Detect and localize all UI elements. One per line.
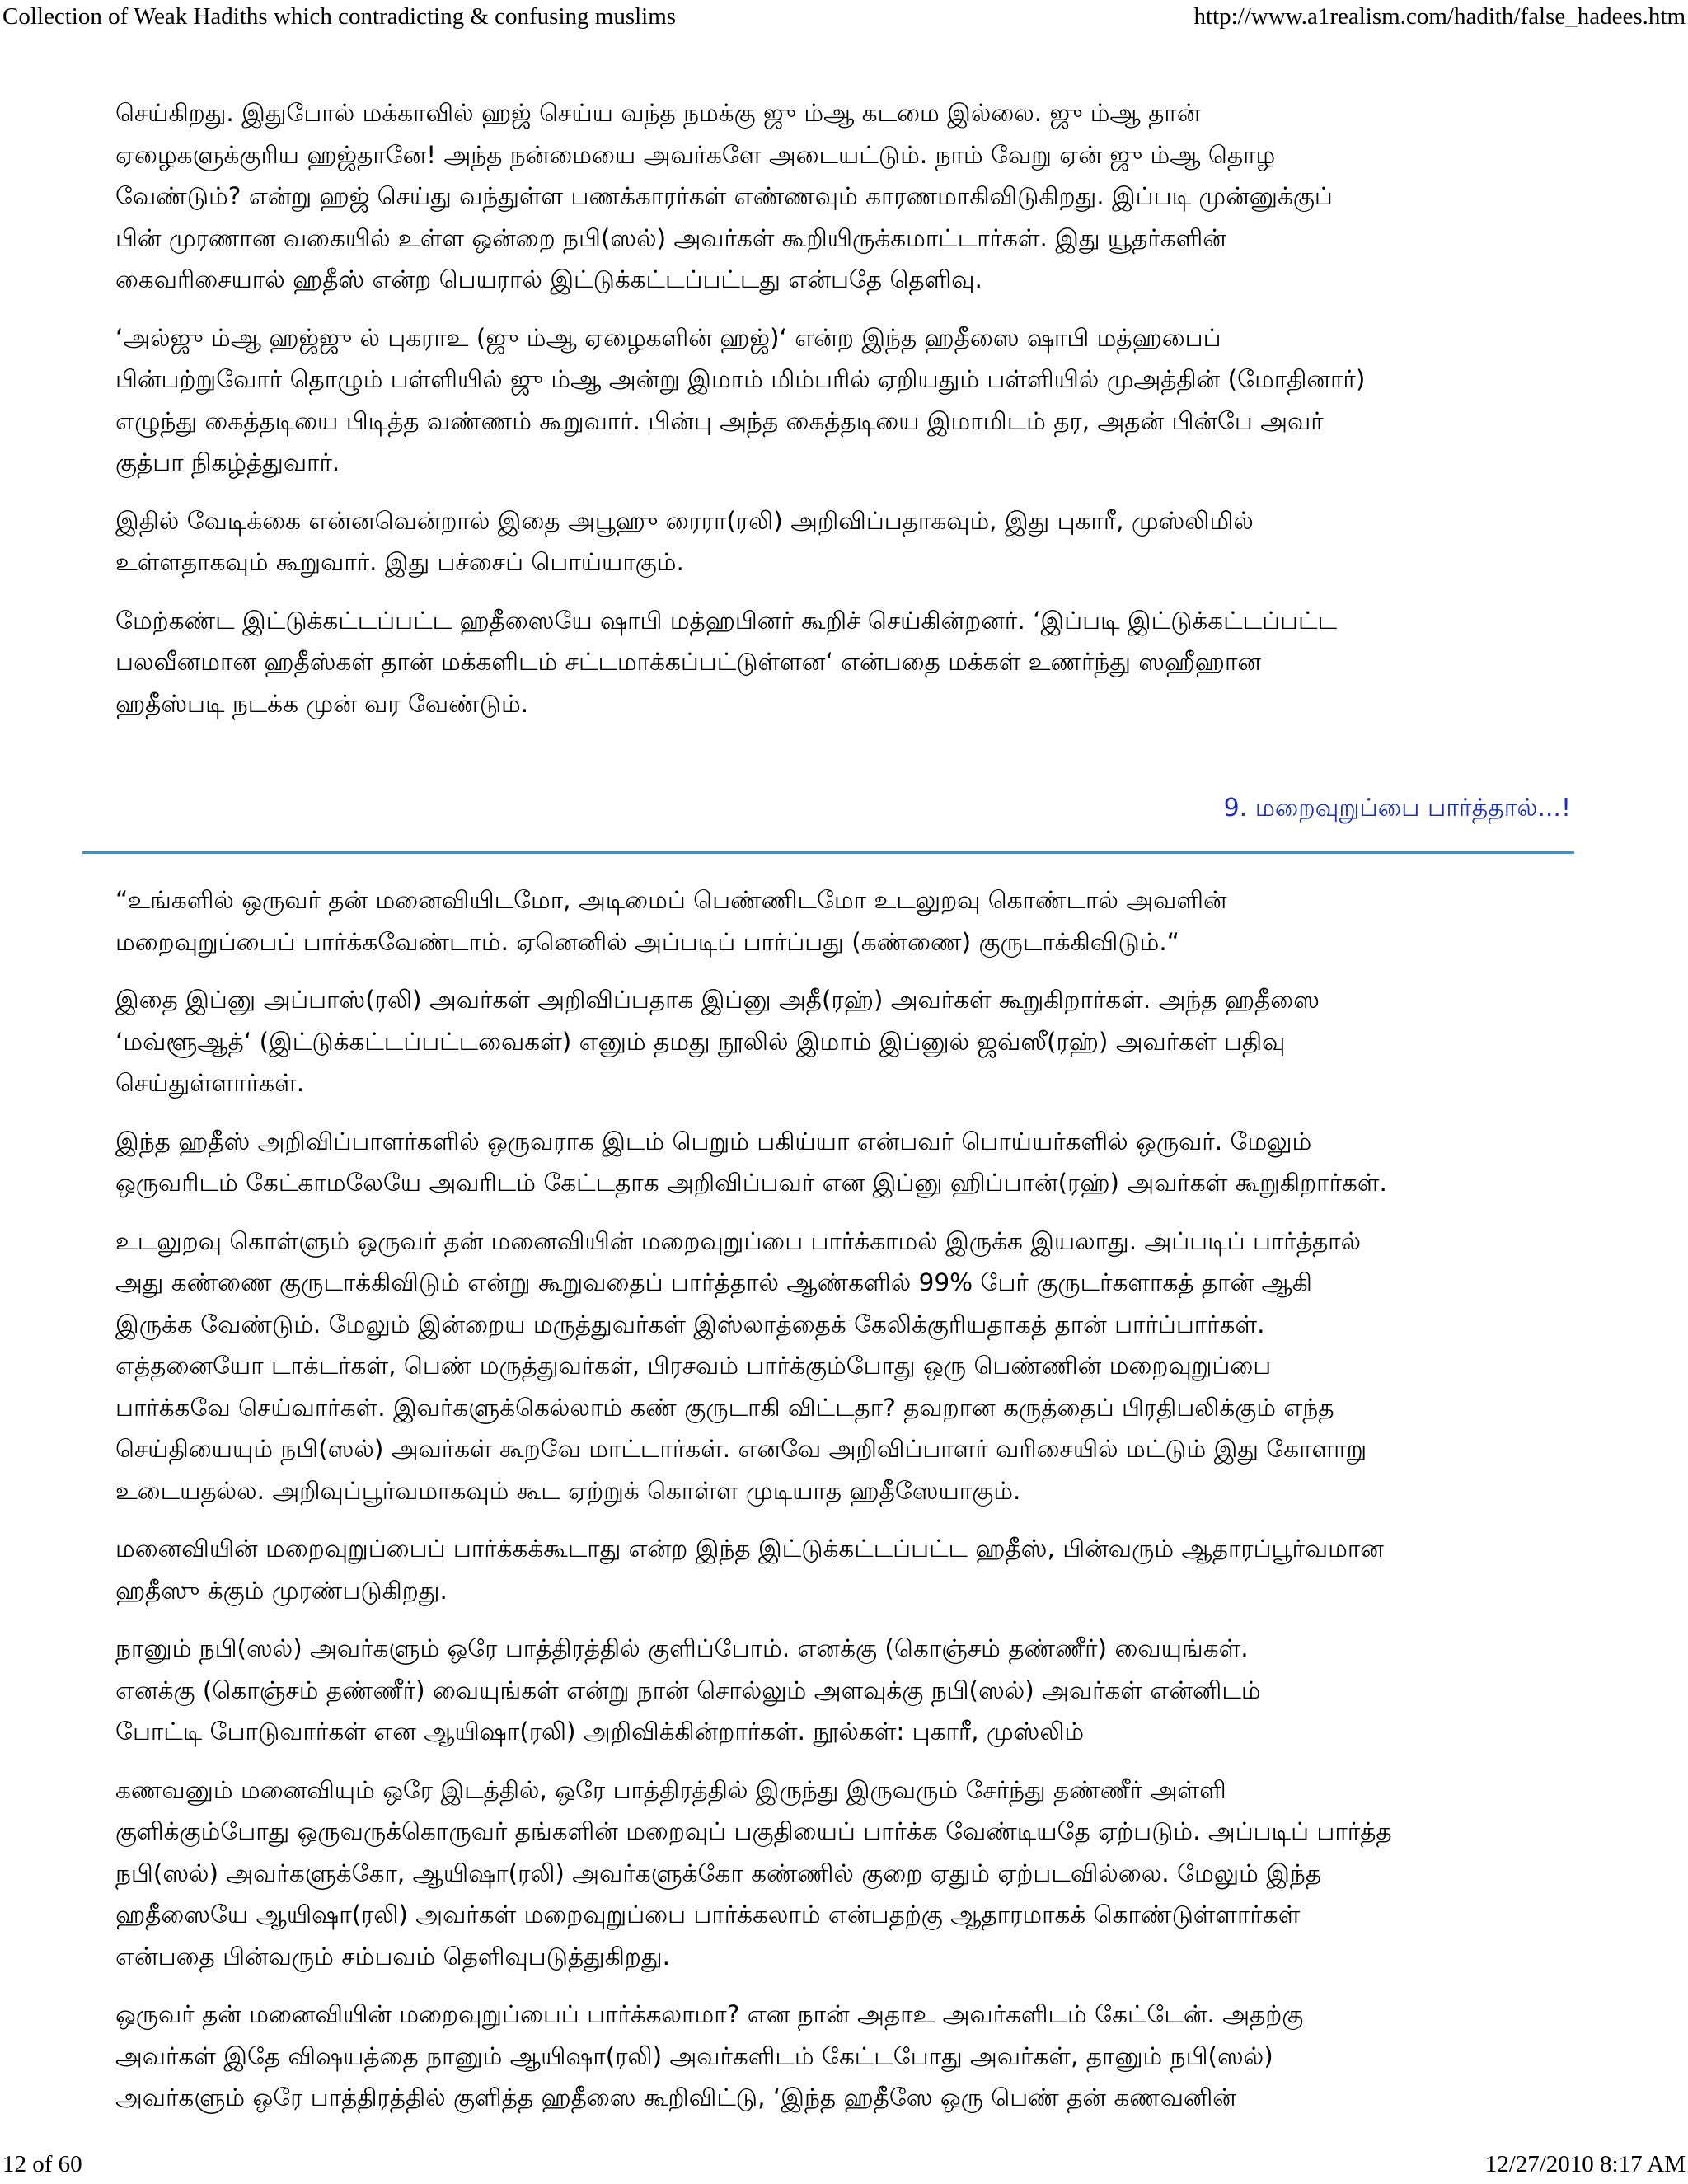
text-line: செய்கிறது. இதுபோல் மக்காவில் ஹஜ் செய்ய வந்த நமக்கு ஜு ம்ஆ கடமை இல்லை. ஜு ம்ஆ தான்: [115, 99, 1201, 127]
section-divider: [82, 851, 1574, 854]
page-title: Collection of Weak Hadiths which contradicting & confusing muslims: [2, 3, 677, 30]
section-title: 9. மறைவுறுப்பை பார்த்தால்...!: [1223, 794, 1571, 823]
text-line: பார்க்கவே செய்வார்கள். இவர்களுக்கெல்லாம் கண் குருடாகி விட்டதா? தவறான கருத்தைப் பிரதிபலிக்கும் எந்த: [115, 1393, 1334, 1422]
paragraph: [115, 92, 1574, 301]
text-line: குத்பா நிகழ்த்துவார்.: [115, 448, 340, 476]
text-line: இருக்க வேண்டும். மேலும் இன்றைய மருத்துவர்கள் இஸ்லாத்தைக் கேலிக்குரியதாகத் தான் பார்ப்பார்கள்.: [115, 1310, 1265, 1338]
bottom-paragraphs: [115, 879, 1574, 2119]
text-line: நபி(ஸல்) அவர்களுக்கோ, ஆயிஷா(ரலி) அவர்களுக்கோ கண்ணில் குறை ஏதும் ஏற்படவில்லை. மேலும் இந்த: [115, 1858, 1322, 1887]
text-line: இந்த ஹதீஸ் அறிவிப்பாளர்களில் ஒருவராக இடம் பெறும் பகிய்யா என்பவர் பொய்யர்களில் ஒருவர். மேலும்: [115, 1127, 1312, 1155]
section-header: [115, 784, 1574, 863]
text-line: பின்பற்றுவோர் தொழும் பள்ளியில் ஜு ம்ஆ அன்று இமாம் மிம்பரில் ஏறியதும் பள்ளியில் முஅத்தின் (மோதினார்): [115, 365, 1366, 393]
text-line: என்பதை பின்வரும் சம்பவம் தெளிவுபடுத்துகிறது.: [115, 1942, 670, 1971]
text-line: பின் முரணான வகையில் உள்ள ஒன்றை நபி(ஸல்) அவர்கள் கூறியிருக்கமாட்டார்கள். இது யூதர்களின்: [115, 223, 1226, 252]
text-line: வேண்டும்? என்று ஹஜ் செய்து வந்துள்ள பணக்காரர்கள் எண்ணவும் காரணமாகிவிடுகிறது. இப்படி முன்னுக்குப்: [115, 182, 1333, 210]
text-line: ஹதீஸு க்கும் முரண்படுகிறது.: [115, 1576, 448, 1605]
paragraph: [115, 600, 1574, 725]
text-line: ‘அல்ஜு ம்ஆ ஹஜ்ஜு ல் புகராஉ (ஜு ம்ஆ ஏழைகளின் ஹஜ்)‘ என்ற இந்த ஹதீஸை ஷாபி மத்ஹபைப்: [115, 323, 1221, 352]
text-line: குளிக்கும்போது ஒருவருக்கொருவர் தங்களின் மறைவுப் பகுதியைப் பார்க்க வேண்டியதே ஏற்படும். அப்படிப் பார்த்த: [115, 1817, 1392, 1845]
print-datetime: 12/27/2010 8:17 AM: [1484, 2151, 1686, 2177]
text-line: எழுந்து கைத்தடியை பிடித்த வண்ணம் கூறுவார். பின்பு அந்த கைத்தடியை இமாமிடம் தர, அதன் பின்பே அவர்: [115, 406, 1324, 435]
text-line: செய்தியையும் நபி(ஸல்) அவர்கள் கூறவே மாட்டார்கள். எனவே அறிவிப்பாளர் வரிசையில் மட்டும் இது கோளாறு: [115, 1435, 1367, 1463]
paragraph: [115, 1221, 1574, 1512]
text-line: உடையதல்ல. அறிவுப்பூர்வமாகவும் கூட ஏற்றுக் கொள்ள முடியாத ஹதீஸேயாகும்.: [115, 1476, 1021, 1505]
text-line: எனக்கு (கொஞ்சம் தண்ணீர்) வையுங்கள் என்று நான் சொல்லும் அளவுக்கு நபி(ஸல்) அவர்கள் என்னிடம்: [115, 1675, 1261, 1704]
text-line: உள்ளதாகவும் கூறுவார். இது பச்சைப் பொய்யாகும்.: [115, 548, 684, 576]
text-line: ‘மவ்ளூஆத்‘ (இட்டுக்கட்டப்பட்டவைகள்) எனும் தமது நூலில் இமாம் இப்னுல் ஜவ்ஸீ(ரஹ்) அவர்கள் பதிவு: [115, 1027, 1286, 1056]
paragraph: [115, 979, 1574, 1104]
text-line: “உங்களில் ஒருவர் தன் மனைவியிடமோ, அடிமைப் பெண்ணிடமோ உடலுறவு கொண்டால் அவளின்: [115, 886, 1227, 914]
article-body: [115, 92, 1574, 2135]
text-line: இதில் வேடிக்கை என்னவென்றால் இதை அபூஹு ரைரா(ரலி) அறிவிப்பதாகவும், இது புகாரீ, முஸ்லிமில்: [115, 506, 1254, 535]
text-line: அவர்களும் ஒரே பாத்திரத்தில் குளித்த ஹதீஸை கூறிவிட்டு, ‘இந்த ஹதீஸே ஒரு பெண் தன் கணவனின்: [115, 2083, 1236, 2111]
text-line: ஏழைகளுக்குரிய ஹஜ்தானே! அந்த நன்மையை அவர்களே அடையட்டும். நாம் வேறு ஏன் ஜு ம்ஆ தொழ: [115, 140, 1276, 169]
text-line: ஒருவர் தன் மனைவியின் மறைவுறுப்பைப் பார்க்கலாமா? என நான் அதாஉ அவர்களிடம் கேட்டேன். அதற்கு: [115, 2000, 1304, 2028]
print-header: [0, 0, 1688, 36]
text-line: செய்துள்ளார்கள்.: [115, 1069, 305, 1097]
text-line: நானும் நபி(ஸல்) அவர்களும் ஒரே பாத்திரத்தில் குளிப்போம். எனக்கு (கொஞ்சம் தண்ணீர்) வையுங்கள்.: [115, 1634, 1249, 1662]
text-line: பலவீனமான ஹதீஸ்கள் தான் மக்களிடம் சட்டமாக்கப்பட்டுள்ளன‘ என்பதை மக்கள் உணர்ந்து ஸஹீஹான: [115, 648, 1261, 676]
paragraph: [115, 1628, 1574, 1753]
paragraph: [115, 1994, 1574, 2119]
paragraph: [115, 1769, 1574, 1978]
paragraph: [115, 1528, 1574, 1611]
text-line: ஹதீஸ்படி நடக்க முன் வர வேண்டும்.: [115, 689, 529, 718]
text-line: இதை இப்னு அப்பாஸ்(ரலி) அவர்கள் அறிவிப்பதாக இப்னு அதீ(ரஹ்) அவர்கள் கூறுகிறார்கள். அந்த ஹதீஸை: [115, 986, 1320, 1014]
paragraph: [115, 1121, 1574, 1204]
text-line: அது கண்ணை குருடாக்கிவிடும் என்று கூறுவதைப் பார்த்தால் ஆண்களில் 99% பேர் குருடர்களாகத் தான் ஆகி: [115, 1268, 1312, 1296]
print-footer: [0, 2149, 1688, 2184]
text-line: அவர்கள் இதே விஷயத்தை நானும் ஆயிஷா(ரலி) அவர்களிடம் கேட்டபோது அவர்கள், தானும் நபி(ஸல்): [115, 2041, 1273, 2070]
text-line: கணவனும் மனைவியும் ஒரே இடத்தில், ஒரே பாத்திரத்தில் இருந்து இருவரும் சேர்ந்து தண்ணீர் அள்ளி: [115, 1775, 1226, 1804]
text-line: உடலுறவு கொள்ளும் ஒருவர் தன் மனைவியின் மறைவுறுப்பை பார்க்காமல் இருக்க இயலாது. அப்படிப் பார்த்தால்: [115, 1226, 1362, 1255]
paragraph: [115, 317, 1574, 484]
text-line: போட்டி போடுவார்கள் என ஆயிஷா(ரலி) அறிவிக்கின்றார்கள். நூல்கள்: புகாரீ, முஸ்லிம்: [115, 1718, 1085, 1746]
text-line: மறைவுறுப்பைப் பார்க்கவேண்டாம். ஏனெனில் அப்படிப் பார்ப்பது (கண்ணை) குருடாக்கிவிடும்.“: [115, 927, 1180, 956]
top-paragraphs: [115, 92, 1574, 724]
page-url: http://www.a1realism.com/hadith/false_hadees.htm: [1193, 3, 1686, 30]
page-number: 12 of 60: [2, 2151, 82, 2177]
text-line: மனைவியின் மறைவுறுப்பைப் பார்க்கக்கூடாது என்ற இந்த இட்டுக்கட்டப்பட்ட ஹதீஸ், பின்வரும் ஆதாரப்பூர்வமான: [115, 1535, 1384, 1563]
text-line: ஒருவரிடம் கேட்காமலேயே அவரிடம் கேட்டதாக அறிவிப்பவர் என இப்னு ஹிப்பான்(ரஹ்) அவர்கள் கூறுகிறார்கள்.: [115, 1169, 1387, 1197]
text-line: கைவரிசையால் ஹதீஸ் என்ற பெயரால் இட்டுக்கட்டப்பட்டது என்பதே தெளிவு.: [115, 265, 982, 293]
paragraph: [115, 879, 1574, 963]
text-line: எத்தனையோ டாக்டர்கள், பெண் மருத்துவர்கள், பிரசவம் பார்க்கும்போது ஒரு பெண்ணின் மறைவுறுப்பை: [115, 1352, 1272, 1380]
text-line: மேற்கண்ட இட்டுக்கட்டப்பட்ட ஹதீஸையே ஷாபி மத்ஹபினர் கூறிச் செய்கின்றனர். ‘இப்படி இட்டுக்கட்டப்பட்ட: [115, 606, 1337, 635]
paragraph: [115, 500, 1574, 583]
text-line: ஹதீஸையே ஆயிஷா(ரலி) அவர்கள் மறைவுறுப்பை பார்க்கலாம் என்பதற்கு ஆதாரமாகக் கொண்டுள்ளார்கள்: [115, 1900, 1301, 1929]
